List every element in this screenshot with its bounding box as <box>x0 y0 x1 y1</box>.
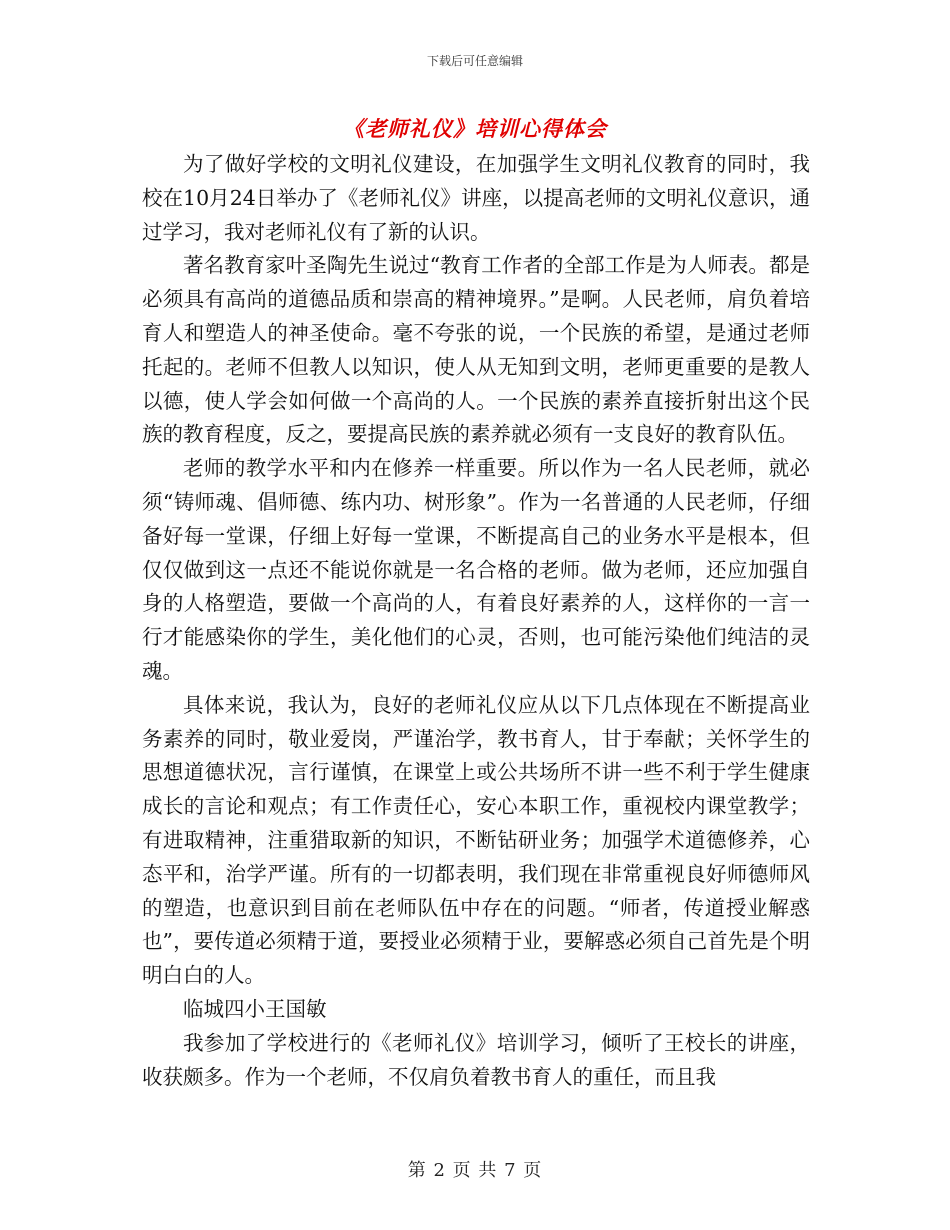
paragraph-second-essay: 我参加了学校进行的《老师礼仪》培训学习，倾听了王校长的讲座，收获颇多。作为一个老师，不仅肩负着教书育人的重任，而且我 <box>142 1030 810 1089</box>
paragraph-quote: 著名教育家叶圣陶先生说过“教育工作者的全部工作是为人师表。都是必须具有高尚的道德品质和崇高的精神境界。”是啊。人民老师，肩负着培育人和塑造人的神圣使命。毫不夸张的说，一个民族的希望，是通过老师托起的。老师不但教人以知识，使人从无知到文明，老师更重要的是教人以德，使人学会如何做一个高尚的人。一个民族的素养直接折射出这个民族的教育程度，反之，要提高民族的素养就必须有一支良好的教育队伍。 <box>142 253 810 447</box>
paragraph-teaching: 老师的教学水平和内在修养一样重要。所以作为一名人民老师，就必须“铸师魂、倡师德、练内功、树形象”。作为一名普通的人民老师，仔细备好每一堂课，仔细上好每一堂课，不断提高自己的业务水平是根本，但仅仅做到这一点还不能说你就是一名合格的老师。做为老师，还应加强自身的人格塑造，要做一个高尚的人，有着良好素养的人，这样你的一言一行才能感染你的学生，美化他们的心灵，否则，也可能污染他们纯洁的灵魂。 <box>142 456 810 683</box>
paragraph-intro: 为了做好学校的文明礼仪建设，在加强学生文明礼仪教育的同时，我校在10月24日举办了《老师礼仪》讲座，以提高老师的文明礼仪意识，通过学习，我对老师礼仪有了新的认识。 <box>142 152 810 244</box>
author-line: 临城四小王国敏 <box>183 996 327 1021</box>
paragraph-etiquette-points: 具体来说，我认为，良好的老师礼仪应从以下几点体现在不断提高业务素养的同时，敬业爱岗，严谨治学，教书育人，甘于奉献；关怀学生的思想道德状况，言行谨慎，在课堂上或公共场所不讲一些不利于学生健康成长的言论和观点；有工作责任心，安心本职工作，重视校内课堂教学；有进取精神，注重猎取新的知识，不断钻研业务；加强学术道德修养，心态平和，治学严谨。所有的一切都表明，我们现在非常重视良好师德师风的塑造，也意识到目前在老师队伍中存在的问题。“师者，传道授业解惑也”，要传道必须精于道，要授业必须精于业，要解惑必须自己首先是个明明白白的人。 <box>142 692 810 988</box>
document-body <box>142 148 810 1094</box>
page-header-note: 下载后可任意编辑 <box>426 54 523 68</box>
document-title: 《老师礼仪》培训心得体会 <box>343 116 607 141</box>
page-number: 第 2 页 共 7 页 <box>407 1160 543 1181</box>
